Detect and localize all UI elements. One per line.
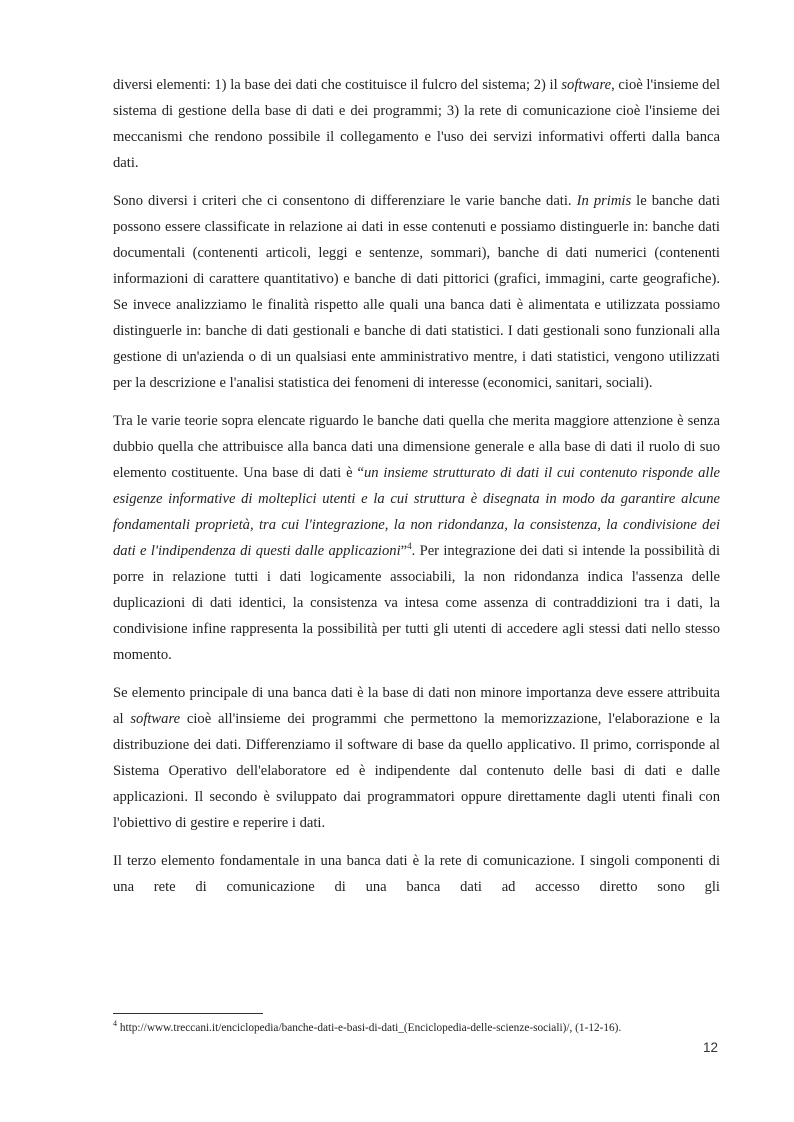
text-run: . Per integrazione dei dati si intende la possibilità di porre in relazione tutti i dati logicamente associabili, la non ridondanza indica l'assenza delle duplicazioni di dati identici, la consistenza va intesa come assenza di contraddizioni tra i dati, la condivisione infine rappresenta la possibilità per tutti gli utenti di accedere agli stessi dati nello stesso momento. [113,543,720,663]
footnote [113,1021,733,1035]
text-run: ” [400,543,408,559]
paragraph [113,72,720,176]
body-text [113,72,720,900]
text-run: Sono diversi i criteri che ci consentono di differenziare le varie banche dati. [113,193,577,209]
text-run: Il terzo elemento fondamentale in una banca dati è la rete di comunicazione. I singoli componenti di una rete di comunicazione di una banca dati ad accesso diretto sono gli [113,853,720,895]
paragraph [113,188,720,396]
footnote-separator [113,1013,263,1014]
paragraph [113,680,720,836]
text-run: , cioè l'insieme del sistema di gestione della base di dati e dei programmi; 3) la rete di comunicazione cioè l'insieme dei meccanismi che rendono possibile il collegamento e l'uso dei servizi informativi offerti dalla banca dati. [113,77,721,171]
text-run: diversi elementi: 1) la base dei dati che costituisce il fulcro del sistema; 2) il [113,77,562,93]
paragraph [113,848,720,900]
footnote-marker: 4 [113,1019,117,1029]
footnote-text: http://www.treccani.it/enciclopedia/banche-dati-e-basi-di-dati_(Enciclopedia-delle-scienze-sociali)/, (1-12-16). [117,1022,622,1034]
italic-text: un insieme strutturato di dati il cui contenuto risponde alle esigenze informative di molteplici utenti e la cui struttura è disegnata in modo da garantire alcune fondamentali proprietà, tra cui l'integrazione, la non ridondanza, la consistenza, la condivisione dei dati e l'indipendenza di questi dalle applicazioni [113,465,720,559]
footnote-reference: 4 [407,541,412,552]
italic-text: software [130,711,181,727]
paragraph [113,408,720,668]
text-run: Se elemento principale di una banca dati è la base di dati non minore importanza deve essere attribuita al [113,685,720,727]
text-run: Tra le varie teorie sopra elencate riguardo le banche dati quella che merita maggiore attenzione è senza dubbio quella che attribuisce alla banca dati una dimensione generale e alla base di dati il ruolo di suo elemento costituente. Una base di dati è “ [113,413,720,481]
page-number: 12 [702,1040,718,1055]
italic-text: software [561,77,612,93]
italic-text: In primis [576,193,632,209]
text-run: cioè all'insieme dei programmi che permettono la memorizzazione, l'elaborazione e la distribuzione dei dati. Differenziamo il software di base da quello applicativo. Il primo, corrisponde al Sistema Operativo dell'elaboratore ed è indipendente dal contenuto delle basi di dati e dalle applicazioni. Il secondo è sviluppato dai programmatori oppure direttamente dagli utenti finali con l'obiettivo di gestire e reperire i dati. [113,711,721,831]
text-run: le banche dati possono essere classificate in relazione ai dati in esse contenuti e possiamo distinguerle in: banche dati documentali (contenenti articoli, leggi e sentenze, sommari), banche di dati numerici (contenenti informazioni di carattere quantitativo) e banche di dati pittorici (grafici, immagini, carte geografiche). Se invece analizziamo le finalità rispetto alle quali una banca dati è alimentata e utilizzata possiamo distinguerle in: banche di dati gestionali e banche di dati statistici. I dati gestionali sono funzionali alla gestione di un'azienda o di un qualsiasi ente amministrativo mentre, i dati statistici, vengono utilizzati per la descrizione e l'analisi statistica dei fenomeni di interesse (economici, sanitari, sociali). [113,193,721,391]
